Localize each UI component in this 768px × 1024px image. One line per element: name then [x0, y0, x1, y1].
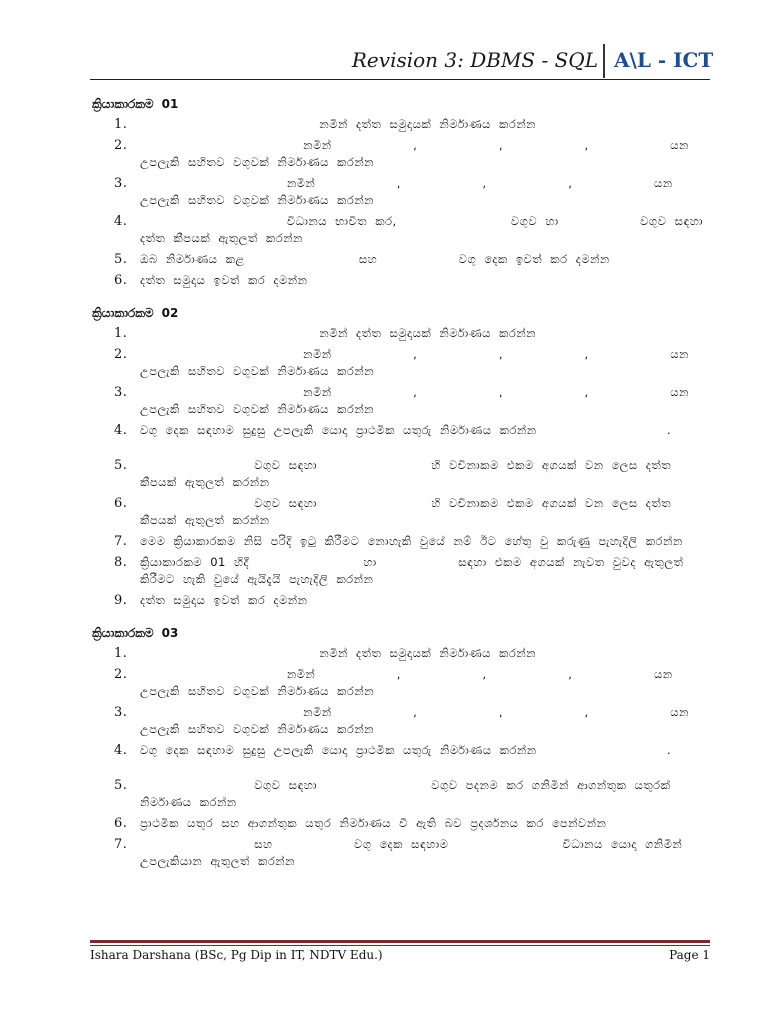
list-item — [92, 457, 710, 491]
header-brand: A\L - ICT — [614, 48, 714, 72]
item-text: නමින් , , , යන උපලැකි සහිතව වගුවක් නිර්මාණය කරන්න — [140, 347, 698, 378]
item-number: 5. — [114, 252, 128, 267]
list-item — [92, 422, 710, 439]
list-item — [92, 495, 710, 529]
section-title-label: ක්‍රියාකාරකම — [92, 626, 154, 640]
list-item — [92, 116, 710, 133]
item-text: වගු දෙක සඳහාම සුදුසු උපලැකි යොදා ප්‍රාථමික යතුරු නිර්මාණය කරන්න . — [140, 423, 672, 437]
header-divider — [603, 44, 605, 78]
footer-rule — [90, 940, 710, 943]
item-text: නමින් දත්ත සමුදායක් නිර්මාණය කරන්න — [140, 646, 536, 660]
section-title — [92, 305, 710, 321]
item-text: නමින් දත්ත සමුදායක් නිර්මාණය කරන්න — [140, 326, 536, 340]
activity-section-2 — [92, 305, 710, 609]
item-text: නමින් , , , යන උපලැකි සහිතව වගුවක් නිර්මාණය කරන්න — [140, 138, 698, 169]
item-number: 3. — [114, 385, 128, 400]
list-item — [92, 836, 710, 870]
item-text: ක්‍රියාකාරකම 01 හිදී හා සඳහා එකම අගයක් නැවත වුවද ඇතුලත් කිරීමට හැකි වුයේ ඇයිදැයි පැහැදිලි කරන්න — [140, 555, 692, 586]
list-item — [92, 213, 710, 247]
item-number: 1. — [114, 117, 128, 132]
list-item — [92, 742, 710, 759]
activity-section-1 — [92, 96, 710, 289]
item-text: නමින් , , , යන උපලැකි සහිතව වගුවක් නිර්මාණය කරන්න — [140, 176, 681, 207]
list-item — [92, 645, 710, 662]
header-title: Revision 3: DBMS - SQL — [351, 48, 598, 72]
document-body — [92, 96, 710, 886]
item-number: 9. — [114, 593, 128, 608]
section-title — [92, 625, 710, 641]
footer-page-number: Page 1 — [669, 948, 710, 962]
item-number: 2. — [114, 347, 128, 362]
list-item — [92, 554, 710, 588]
item-text: දත්ත සමුදාය ඉවත් කර දමන්න — [140, 273, 308, 287]
list-item — [92, 777, 710, 811]
item-number: 7. — [114, 534, 128, 549]
item-number: 6. — [114, 273, 128, 288]
item-number: 2. — [114, 667, 128, 682]
item-number: 1. — [114, 326, 128, 341]
item-text: නමින් , , , යන උපලැකි සහිතව වගුවක් නිර්මාණය කරන්න — [140, 385, 698, 416]
item-number: 3. — [114, 176, 128, 191]
item-number: 6. — [114, 496, 128, 511]
section-number: 02 — [161, 306, 179, 320]
list-item — [92, 666, 710, 700]
list-item — [92, 592, 710, 609]
activity-section-3 — [92, 625, 710, 870]
header-rule — [90, 79, 710, 80]
list-item — [92, 325, 710, 342]
section-title-label: ක්‍රියාකාරකම — [92, 306, 154, 320]
item-text: නමින් , , , යන උපලැකි සහිතව වගුවක් නිර්මාණය කරන්න — [140, 705, 698, 736]
item-text: ඔබ නිර්මාණය කළ සහ වගු දෙක ඉවත් කර දමන්න — [140, 252, 610, 266]
item-number: 4. — [114, 743, 128, 758]
item-text: වගුව සඳහා වගුව පදනම කර ගනිමින් ආගන්තුක යතුරක් නිර්මාණය කරන්න — [140, 778, 679, 809]
page-header — [0, 44, 768, 82]
list-item — [92, 815, 710, 832]
item-text: නමින් , , , යන උපලැකි සහිතව වගුවක් නිර්මාණය කරන්න — [140, 667, 681, 698]
footer-author: Ishara Darshana (BSc, Pg Dip in IT, NDTV Edu.) — [90, 948, 383, 962]
item-text: නමින් දත්ත සමුදායක් නිර්මාණය කරන්න — [140, 117, 536, 131]
item-number: 4. — [114, 423, 128, 438]
item-number: 3. — [114, 705, 128, 720]
item-number: 5. — [114, 778, 128, 793]
list-item — [92, 384, 710, 418]
page-footer — [90, 940, 710, 962]
list-item — [92, 346, 710, 380]
item-number: 5. — [114, 458, 128, 473]
item-text: ප්‍රාථමික යතුර සහ ආගන්තුක යතුර නිර්මාණය වී ඇති බව ප්‍රදර්ශනය කර පෙන්වන්න — [140, 816, 607, 830]
item-number: 6. — [114, 816, 128, 831]
list-item — [92, 533, 710, 550]
item-number: 1. — [114, 646, 128, 661]
section-title — [92, 96, 710, 112]
item-number: 7. — [114, 837, 128, 852]
item-number: 8. — [114, 555, 128, 570]
item-text: වගු දෙක සඳහාම සුදුසු උපලැකි යොදා ප්‍රාථමික යතුරු නිර්මාණය කරන්න . — [140, 743, 672, 757]
item-text: වගුව සඳහා හි වචිනාකම එකම අගයක් වන ලෙස දත්ත කීපයක් ඇතුලත් කරන්න — [140, 496, 680, 527]
item-number: 4. — [114, 214, 128, 229]
section-number: 03 — [161, 626, 179, 640]
item-text: විධානය භාවිත කර, වගුව හා වගුව සඳහා දත්ත කීපයක් ඇතුලත් කරන්න — [140, 214, 712, 245]
footer-rule — [90, 945, 710, 946]
item-text: දත්ත සමුදාය ඉවත් කර දමන්න — [140, 593, 308, 607]
list-item — [92, 272, 710, 289]
list-item — [92, 175, 710, 209]
list-item — [92, 137, 710, 171]
item-text: මෙම ක්‍රියාකාරකම නිසි පරිදි ඉටු කිරීමට නොහැකි වුයේ නම් ඊට හේතු වු කරුණු පැහැදිලි කරන්න — [140, 534, 683, 548]
section-number: 01 — [161, 97, 179, 111]
list-item — [92, 251, 710, 268]
item-text: වගුව සඳහා හි වචිනාකම එකම අගයක් වන ලෙස දත්ත කීපයක් ඇතුලත් කරන්න — [140, 458, 680, 489]
item-number: 2. — [114, 138, 128, 153]
list-item — [92, 704, 710, 738]
section-title-label: ක්‍රියාකාරකම — [92, 97, 154, 111]
item-text: සහ වගු දෙක සඳහාම විධානය යොදා ගනිමින් උපලැකියාන ඇතුලත් කරන්න — [140, 837, 691, 868]
